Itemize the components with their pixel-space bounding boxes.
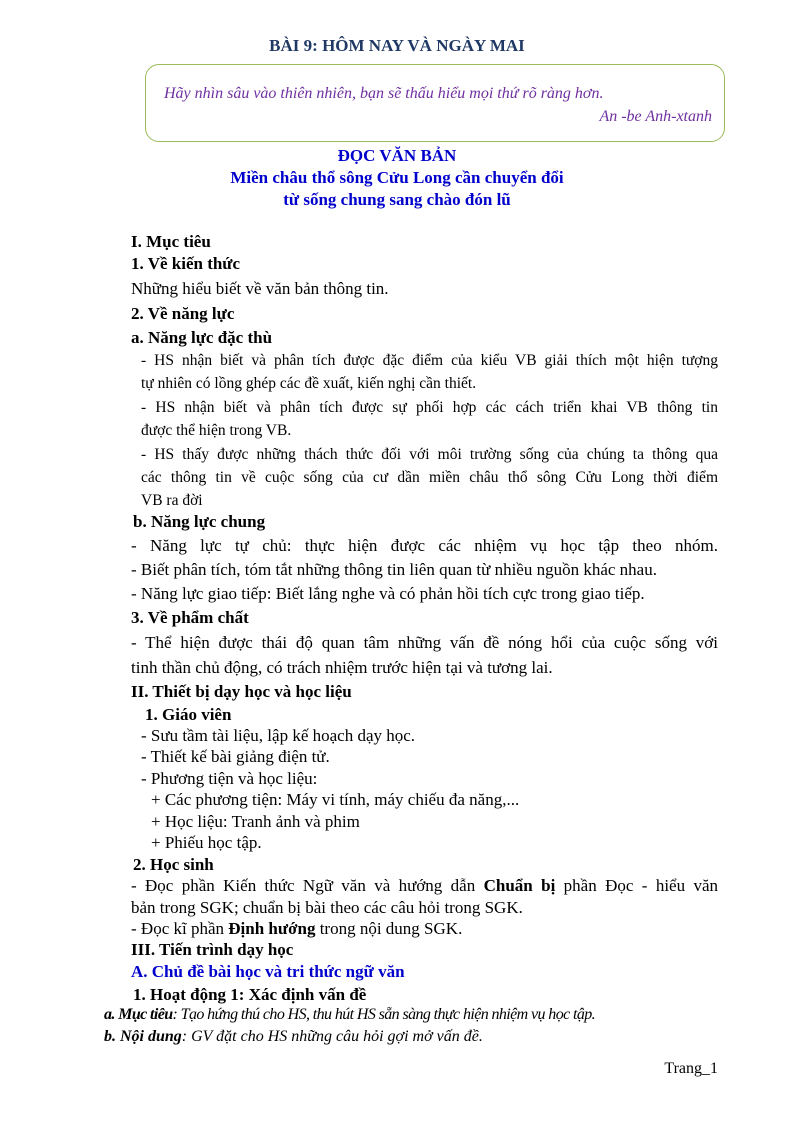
- objective-label: a. Mục tiêu: [104, 1006, 173, 1023]
- knowledge-text: Những hiểu biết về văn bản thông tin.: [131, 279, 389, 298]
- quote-text: Hãy nhìn sâu vào thiên nhiên, bạn sẽ thấu hiểu mọi thứ rõ ràng hơn.: [164, 85, 604, 102]
- activity-heading: 1. Hoạt động 1: Xác định vấn đề: [133, 985, 367, 1004]
- content-line: [104, 1028, 483, 1046]
- general-ability-heading: b. Năng lực chung: [133, 512, 266, 531]
- student-line1: [131, 876, 718, 896]
- student-line3-bold: Định hướng: [228, 919, 316, 938]
- knowledge-heading: 1. Về kiến thức: [131, 254, 241, 273]
- student-heading: 2. Học sinh: [133, 855, 214, 874]
- content-label: b. Nội dung: [104, 1028, 182, 1045]
- page-number: Trang_1: [664, 1060, 718, 1077]
- specific-item-1-line1: - HS nhận biết và phân tích được đặc điểm của kiểu VB giải thích một hiện tượng: [141, 352, 718, 369]
- general-item-3: - Năng lực giao tiếp: Biết lắng nghe và có phản hồi tích cực trong giao tiếp.: [131, 584, 645, 603]
- teacher-item-3: - Phương tiện và học liệu:: [141, 769, 318, 788]
- ability-heading: 2. Về năng lực: [131, 304, 235, 323]
- reading-title-line2: từ sống chung sang chào đón lũ: [283, 190, 511, 209]
- specific-item-3-line2: các thông tin về cuộc sống của cư dần miền châu thổ sông Cửu Long thời điểm: [141, 469, 718, 486]
- general-item-2: - Biết phân tích, tóm tắt những thông tin liên quan từ nhiều nguồn khác nhau.: [131, 560, 657, 579]
- section-3-heading: III. Tiến trình dạy học: [131, 940, 294, 959]
- section-2-heading: II. Thiết bị dạy học và học liệu: [131, 682, 352, 701]
- quote-box: [145, 64, 725, 142]
- specific-item-1-line2: tự nhiên có lồng ghép các đề xuất, kiến nghị cần thiết.: [141, 375, 477, 392]
- reading-label: ĐỌC VĂN BẢN: [337, 146, 457, 165]
- content-text: : GV đặt cho HS những câu hỏi gợi mở vấn đề.: [181, 1028, 483, 1045]
- teacher-item-2: - Thiết kế bài giảng điện tử.: [141, 747, 330, 766]
- quote-author: An -be Anh-xtanh: [599, 108, 712, 125]
- general-item-1: - Năng lực tự chủ: thực hiện được các nhiệm vụ học tập theo nhóm.: [131, 536, 718, 555]
- specific-item-3-line3: VB ra đời: [141, 492, 203, 509]
- teacher-heading: 1. Giáo viên: [145, 705, 232, 724]
- teacher-item-1: - Sưu tầm tài liệu, lập kế hoạch dạy học.: [141, 726, 416, 745]
- teacher-subitem-2: + Học liệu: Tranh ảnh và phim: [151, 812, 360, 831]
- topic-heading: A. Chủ đề bài học và tri thức ngữ văn: [131, 962, 405, 981]
- quality-heading: 3. Về phẩm chất: [131, 608, 249, 627]
- student-line3-text-a: - Đọc kĩ phần: [131, 919, 229, 938]
- section-1-heading: I. Mục tiêu: [131, 232, 211, 251]
- student-line3-text-c: trong nội dung SGK.: [315, 919, 463, 938]
- student-line2: bản trong SGK; chuẩn bị bài theo các câu hỏi trong SGK.: [131, 898, 523, 917]
- page-title: BÀI 9: HÔM NAY VÀ NGÀY MAI: [269, 36, 525, 55]
- student-line1-text-a: - Đọc phần Kiến thức Ngữ văn và hướng dẫn: [131, 876, 484, 895]
- student-line1-bold: Chuẩn bị: [483, 876, 556, 895]
- specific-item-3-line1: - HS thấy được những thách thức đối với môi trường sống của chúng ta thông qua: [141, 446, 718, 463]
- quality-line1: - Thể hiện được thái độ quan tâm những vấn đề nóng hổi của cuộc sống với: [131, 633, 718, 652]
- objective-line: [104, 1006, 595, 1024]
- reading-title-line1: Miền châu thổ sông Cửu Long cần chuyển đổi: [230, 168, 564, 187]
- specific-item-2-line1: - HS nhận biết và phân tích được sự phối hợp các cách triển khai VB thông tin: [141, 399, 718, 416]
- student-line1-text-c: phần Đọc - hiểu văn: [555, 876, 719, 895]
- student-line3: [131, 919, 462, 939]
- specific-item-2-line2: được thể hiện trong VB.: [141, 422, 292, 439]
- teacher-subitem-3: + Phiếu học tập.: [151, 833, 262, 852]
- quality-line2: tinh thần chủ động, có trách nhiệm trước hiện tại và tương lai.: [131, 658, 553, 677]
- specific-ability-heading: a. Năng lực đặc thù: [131, 328, 273, 347]
- objective-text: : Tạo hứng thú cho HS, thu hút HS sẵn sàng thực hiện nhiệm vụ học tập.: [172, 1006, 596, 1023]
- teacher-subitem-1: + Các phương tiện: Máy vi tính, máy chiếu đa năng,...: [151, 790, 520, 809]
